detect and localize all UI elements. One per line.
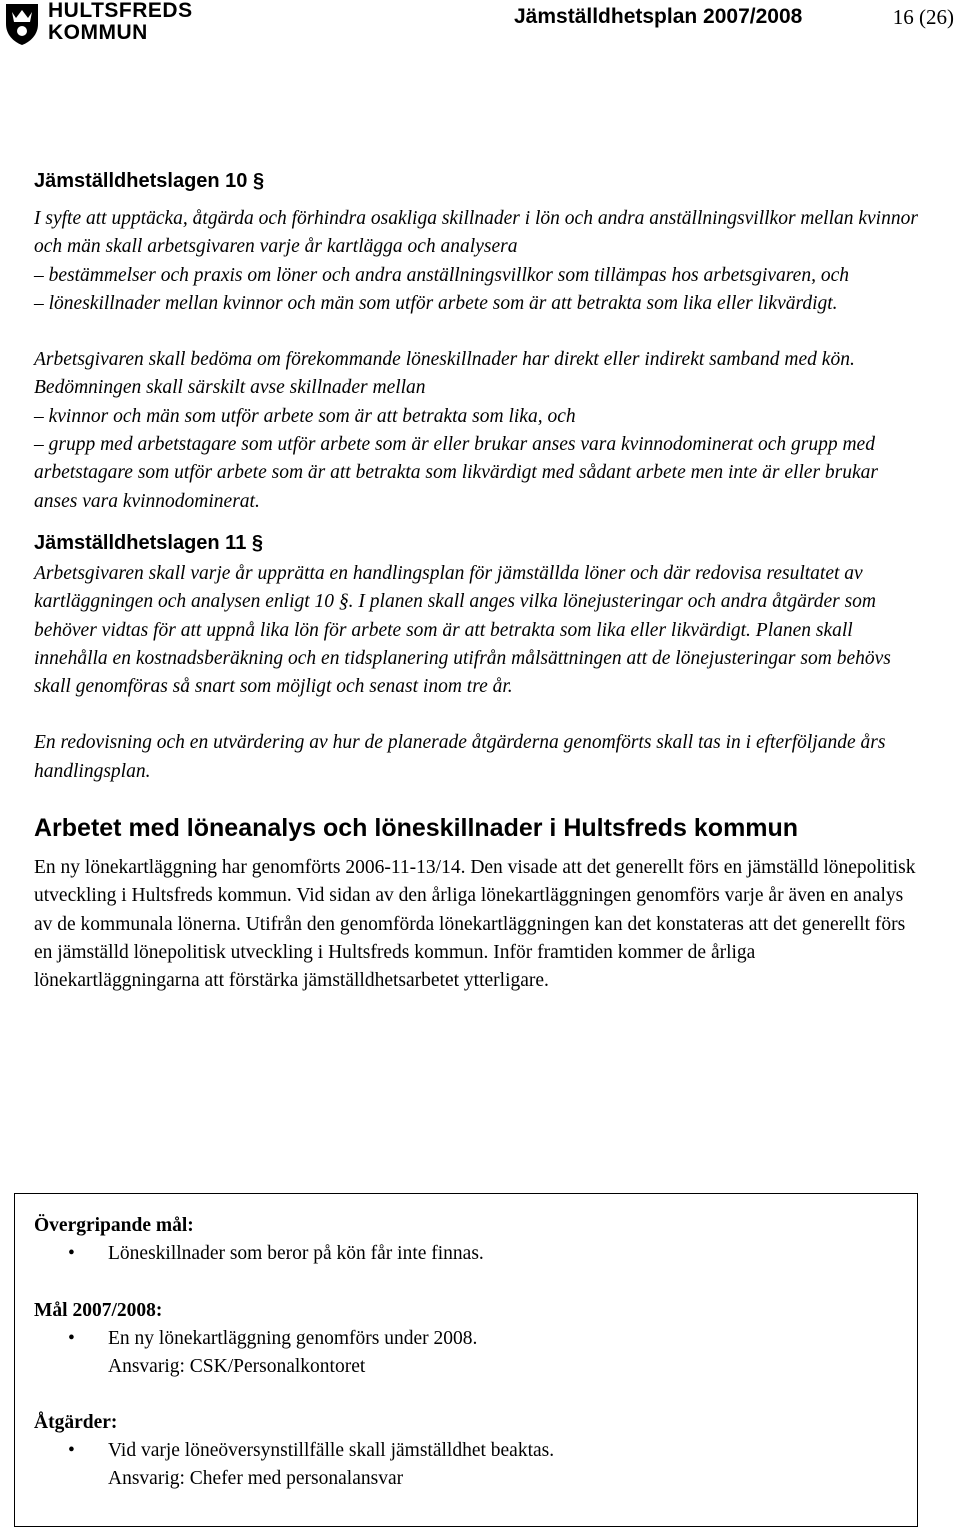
- list-item: • En ny lönekartläggning genomförs under 2008. Ansvarig: CSK/Personalkontoret: [34, 1325, 917, 1381]
- coat-of-arms-icon: [4, 2, 40, 46]
- actions-list: [34, 1437, 917, 1493]
- list-item: • Löneskillnader som beror på kön får inte finnas.: [34, 1240, 917, 1268]
- municipality-logo: [4, 0, 194, 48]
- page-number: 16 (26): [892, 5, 954, 29]
- bullet-icon: •: [68, 1440, 75, 1461]
- s10-list-item-4: – grupp med arbetstagare som utför arbete som är eller brukar anses vara kvinnodominerat och grupp med arbetstagare som utför arbete som är att betrakta som likvärdigt med sådant arbete men inte är eller brukar anses vara kvinnodominerat.: [34, 434, 879, 512]
- bullet-icon: •: [68, 1243, 75, 1264]
- page-header: [0, 0, 960, 60]
- goal-heading: Mål 2007/2008:: [34, 1300, 163, 1321]
- list-item: • Vid varje löneöversynstillfälle skall jämställdhet beaktas. Ansvarig: Chefer med personalansvar: [34, 1437, 917, 1493]
- actions-heading: Åtgärder:: [34, 1412, 118, 1433]
- logo-line-2: KOMMUN: [48, 21, 148, 44]
- document-title: Jämställdhetsplan 2007/2008: [514, 5, 803, 28]
- page-content: [34, 166, 924, 996]
- bullet-icon: •: [68, 1328, 75, 1349]
- s10-list-item-3: – kvinnor och män som utför arbete som är att betrakta som lika, och: [34, 405, 576, 427]
- overall-goal-heading: Övergripande mål:: [34, 1215, 194, 1236]
- s10-list-item-1: – bestämmelser och praxis om löner och andra anställningsvillkor som tillämpas hos arbetsgivaren, och: [34, 264, 849, 286]
- goal-list: [34, 1325, 917, 1381]
- s11-paragraph-2: En redovisning och en utvärdering av hur de planerade åtgärderna genomförts skall tas in i efterföljande års handlingsplan.: [34, 732, 886, 782]
- s10-paragraph-1: I syfte att upptäcka, åtgärda och förhindra osakliga skillnader i lön och andra anställningsvillkor mellan kvinnor och män skall arbetsgivaren varje år kartlägga och analysera: [34, 208, 918, 258]
- logo-line-1: HULTSFREDS: [48, 0, 193, 22]
- analysis-paragraph: En ny lönekartläggning har genomförts 2006-11-13/14. Den visade att det generellt förs en jämställd lönepolitisk utveckling i Hultsfreds kommun. Vid sidan av den årliga lönekartläggningen genomförs varje år även en analys av de kommunala lönerna. Utifrån den genomförda lönekartläggningen kan det konstateras att det generellt förs en jämställd lönepolitisk utveckling i Hultsfreds kommun. Inför framtiden kommer de årliga lönekartläggningarna att förstärka jämställdhetsarbetet ytterligare.: [34, 857, 916, 992]
- s11-paragraph-1: Arbetsgivaren skall varje år upprätta en handlingsplan för jämställda löner och där redovisa resultatet av kartläggningen och analysen enligt 10 §. I planen skall anges vilka lönejusteringar och andra åtgärder som behöver vidtas för att uppnå lika lön för arbete som är att betrakta som lika eller likvärdigt. Planen skall innehålla en kostnadsberäkning och en tidsplanering utifrån målsättningen att de lönejusteringar som behövs skall genomföras så snart som möjligt och senast inom tre år.: [34, 562, 891, 698]
- overall-goal-list: [34, 1240, 917, 1268]
- analysis-heading: Arbetet med löneanalys och löneskillnader i Hultsfreds kommun: [34, 814, 799, 843]
- s10-list-item-2: – löneskillnader mellan kvinnor och män som utför arbete som är att betrakta som lika eller likvärdigt.: [34, 292, 838, 314]
- section-heading-11: Jämställdhetslagen 11 §: [34, 531, 264, 554]
- section-heading-10: Jämställdhetslagen 10 §: [34, 170, 265, 192]
- goals-box: [14, 1193, 918, 1527]
- s10-paragraph-2: Arbetsgivaren skall bedöma om förekommande löneskillnader har direkt eller indirekt samband med kön. Bedömningen skall särskilt avse skillnader mellan: [34, 349, 855, 399]
